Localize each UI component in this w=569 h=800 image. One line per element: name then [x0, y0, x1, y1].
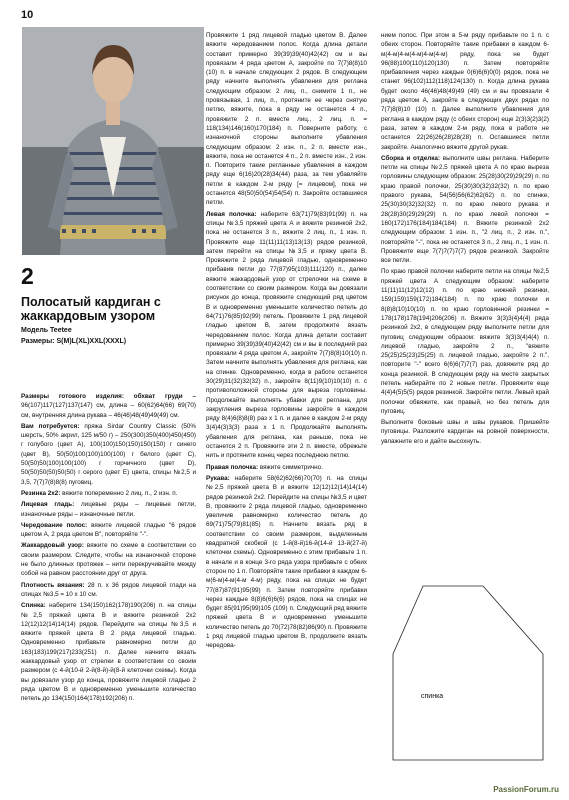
paragraph: нием полос. При этом в 5-м ряду прибавьте по 1 п. с обеих сторон. Повторяйте такие прибавки в каждом 6-м(4-м)4-м(4-м)4-м(4-м) ряду, пока не будет 96(88)100(110)120(130) п. Затем повторяйте прибавления через каждые 0(6)6(6)0(0) рядов, пока не станет 96(102)112(118)124(130) п. Когда длина рукава будет около 46(46)48(49)49 (49) см и вы провязали 4 ряда цветом А, закройте в следующих двух рядах по 7(7)8(8)10 (10) п. Далее выполните убавления для реглана в каждом ряду (с обеих сторон) еще 2(3)3(2)3(2) раза, затем в каждом 2-м ряду, пока в работе не останется 22(26)26(28)28(28) п. Оставшиеся петли закройте. Аналогично вяжите другой рукав. [381, 32, 549, 151]
paragraph: Плотность вязания: 28 п. х 36 рядов лицевой глади на спицах №3,5 = 10 х 10 см. [21, 581, 196, 598]
model-photo [22, 27, 204, 255]
model-number: 2 [21, 263, 34, 289]
paragraph: Рукава: наберите 58(62)62(66)70(70) п. на спицы №2,5 пряжей цвета В и вяжите 12(12)12(14)14(14) рядов резинкой 2х2. Перейдите на спицы №3,5 и цвет В, провяжите 2 ряда лицевой гладью, одновременно увеличив равномерно количество петель до 69(71)75(79)81(85) п. Начните вязать ряд в соответствии со своим размером, выделенным квадратной скобкой (с 1-й(8-й)16-й(14-й 13-й(27-й) клеточки схемы). Одновременно с этим прибавьте 1 п. в начале и в конце 3-го ряда узора прибавьте с обеих сторон по 1 п. Повторяйте такие прибавки в каждом 6-м(6-м)4-м(4-м 4-м) ряду, пока на спицах не будет 77(87)87(91)95(99) п. Затем повторяйте прибавки через каждые 8(8)6(6)6(6) рядов, пока на спицах не будет 85(91)95(99)105 (109) п. Следующий ряд вяжите пряжей цвета В и одновременно уменьшите количество петель до 70(72)78(82)86(90) п. Провяжите 1 ряд лицевой гладью цветом В, продолжите вязать чередова- [206, 474, 367, 650]
paragraph: Чередование полос: вяжите лицевой гладью "6 рядов цветом А, 2 ряда цветом В", повторяйте "-". [21, 521, 196, 539]
paragraph: Вам потребуется: пряжа Sirdar Country Classic (50% шерсть, 50% акрил, 125 м/50 г) – 250(300)350(400)450(450) г голубого (цвет А), 100(100)150(150)150(150) г синего (цвет В), 50(50)100(100)100(100) г белого (цвет С), 50(50)50(100)100(100) г горчичного (цвет D), 50(50)50(50)50(50) г серого (цвет Е) цвета, спицы №2,5 и 3,5, 7(7)7(8)8(8) пуговиц. [21, 422, 196, 486]
paragraph: Сборка и отделка: выполните швы реглана. Наберите петли на спицы №2,5 пряжей цвета А по краю выреза горловины следующим образом: 25(28)30(29)29(29) п. по краю правой полочки, 25(30)30(32)32(32) п. по краю правого рукава, 54(56)56(62)62(62) п. по спинке, 25(30)30(32)32(32) п. по краю левого рукава и 28(28)30(29)29(29) п. по краю левой полочки = 160(172)176(184)184(184) п. Вяжите резинкой 2х2 следующим образом: 1 изн. п., "2 лиц. п., 2 изн. п.", повторяйте "-", пока не останется 3 п., 2 лиц. п., 1 изн. п. Провяжите еще 7(7)7(7)7(7) рядов резинкой. Закройте все петли. [381, 154, 549, 265]
sizes-line [21, 338, 126, 345]
page-number: 10 [21, 9, 34, 21]
paragraph: Жаккардовый узор: вяжите по схеме в соответствии со своим размером. Следите, чтобы на изнаночной стороне не было длинных протяжек – нити перекручивайте между собой на равном расстоянии друг от друга. [21, 542, 196, 578]
paragraph: Размеры готового изделия: обхват груди – 96(107)117(127)137(147) см, длина – 60(62)64(66) 69(70) см, внутренняя длина рукава – 46(46)48(49)49(49) см. [21, 393, 196, 419]
column-1 [21, 392, 196, 706]
paragraph: Лицевая гладь: лицевые ряды – лицевые петли, изнаночные ряды – изнаночные петли. [21, 501, 196, 518]
model-designer: Модель Teetee [21, 327, 72, 334]
back-schematic [383, 584, 553, 762]
paragraph: По краю правой полочки наберите петли на спицы №2,5 пряжей цвета А следующим образом: наберите 11(11)11(12)12(12) п. по краю нижней резинки, 159(159)159(172)184(184) п. по краю полочки и 8(8)8(10)10(10) п. по краю горловинной резинки = 178(178)178(194)206(206) п. Вяжите 3(3)3(4)4(4) ряда резинкой 2х2, в следующем ряду выполните петли для пуговиц следующим образом: вяжите 3(3)3(4)4(4) п. лицевой гладью, закройте 2 п., "вяжите 25(25)25(23)25(25) п. лицевой гладью, закройте 2 п.", повторите "-" всего 6(6)6(7)7(7) раз, довяжите ряд до конца резинкой. В следующем ряду на месте закрытых петель набирайте по 2 новые петли. Провяжите еще 4(4)4(5)5(5) рядов резинкой. Закройте петли. Левый край полочки обвяжите, как правый, но без петель для пуговиц. [381, 268, 549, 415]
pattern-title: Полосатый кардиган с жаккардовым узором [21, 295, 161, 323]
woman-cardigan-photo [22, 27, 204, 255]
schema-label: спинка [421, 693, 444, 700]
paragraph: Спинка: наберите 134(150)162(178)190(206) п. на спицы №2,5 пряжей цвета В и вяжите резинкой 2х2 12(12)12(14)14(14) рядов. Перейдите на спицы №3,5 и вяжите пряжей цвета В 2 ряда лицевой гладью. Одновременно прибавьте равномерно петли до 163(183)199(217)233(251) п. Далее начните вязать жаккардовый узор от стрелки в соответствии со своим размером (с 4-й(10-й 2-й(8-й)-й(8-й клеточки схемы). Когда вы довязали узор до конца, провяжите лицевой гладью 2 ряда цветом В и одновременно уменьшите количество петель до 134(150)164(178)192(206) п. [21, 602, 196, 703]
paragraph: Выполните боковые швы и швы рукавов. Пришейте пуговицы. Разложите кардиган на ровной поверхности, увлажните его и дайте высохнуть. [381, 419, 549, 445]
column-3 [381, 31, 549, 448]
paragraph: Резинка 2х2: вяжите попеременно 2 лиц. п., 2 изн. п. [21, 489, 178, 497]
sizes-label: Размеры: [21, 338, 55, 345]
sizes-value: S(M)L(XL)XXL(XXXL) [56, 338, 127, 345]
paragraph: Правая полочка: вяжите симметрично. [206, 463, 323, 471]
back-outline-diagram [383, 584, 553, 762]
watermark: PassionForum.ru [493, 785, 559, 794]
column-2 [206, 31, 367, 653]
paragraph: Провяжите 1 ряд лицевой гладью цветом В. Далее вяжите чередованием полос. Когда длина детали составит примерно 39(39)39(40)42(42) см и вы провязали 4 ряда цветом А, закройте по 7(7)8(8)10 (10) п. в начале следующих 2 рядов. В следующем ряду начните выполнять убавления для реглана следующим образом: 2 лиц. п., снимите 1 п., не провязывая, 1 лиц. п., протяните ее через снятую петлю, вяжите, пока в ряду не останется 4 п., провяжите 2 п. вместе лиц., 2 лиц. п. = 118(134)146(160)170(184) п. Поверните работу, с изнаночной стороны выполните убавления следующим образом: 2 изн. п., 2 п. вместе изн., вяжите, пока не останется 4 п., 2 п. вместе изн., 2 изн. п. Повторите такие регланные убавления в каждом ряду еще 6(16)20(28)34(44) раза, за тем убавляйте петли в каждом 2-м ряду [= лицевом], пока не останется 48(50)50(54)54(54) п. Закройте оставшиеся петли. [206, 32, 367, 207]
paragraph: Левая полочка: наберите 63(71)79(83)91(99) п. на спицы №3,5 пряжей цвета А и вяжите резинкой 2х2, пока не останется 3 п., вяжите 2 лиц. п., 1 изн. п. Провяжите еще 11(11)11(13)13(13) рядов резинкой, затем перейти на спицы №3,5 и пряжу цвета В. Провяжите 2 ряда лицевой гладью, одновременно прибавив петли до 77(87)95(103)111(120) п., далее вяжите жаккардовый узор от стрелочки на схеме в соответствии со своим размером. Когда вы довязали рисунок до конца, провяжите следующий ряд цветом В и одновременно уменьшите количество петель до 64(71)76(85)92(99) петель. Провяжите 1 ряд лицевой гладью цветом В, затем продолжите вязать чередованием полос. Когда длина детали составит примерно 39(39)39(40)42(42) см и вы в последний раз провязали 4 ряда цветом А, закройте 7(7)8(8)10(10) п. Затем начните выполнять убавления для реглана, как на спинке. Одновременно, когда в работе останется 30(29)31(32)32(32) п., закройте 8(11)9(10)10(10) п. с противоположной стороны для выреза горловины. Продолжайте выполнять убавки для реглана, для закругления выреза горловины закройте в каждом ряду 8(4)6(8)8(8) раз х 1 п. и далее в каждом 2-м ряду 3(4)4(3)3(3) раза х 1 п. Продолжайте выполнять убавления для реглана, как раньше, пока не останется 2 п. Провяжите эти 2 п. вместе, обрежьте нить и протяните конец через последнюю петлю. [206, 210, 367, 460]
